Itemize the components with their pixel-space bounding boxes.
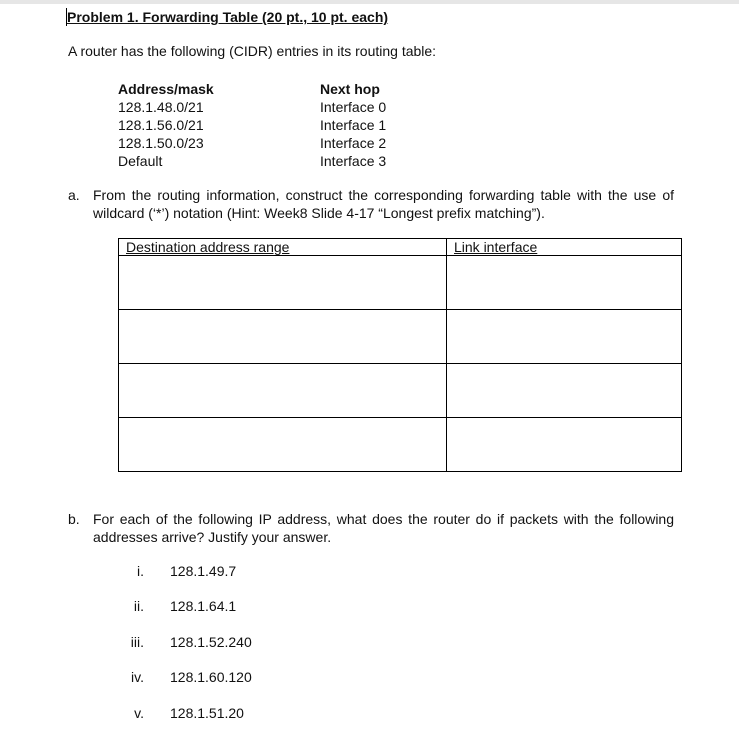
route-next-hop: Interface 2 — [320, 135, 387, 151]
table-row — [118, 152, 386, 170]
table-row — [118, 98, 386, 116]
link-interface-cell[interactable] — [447, 256, 682, 310]
table-row — [118, 134, 386, 152]
ip-address: 128.1.64.1 — [170, 598, 237, 614]
destination-range-cell[interactable] — [119, 418, 447, 472]
destination-range-cell[interactable] — [119, 310, 447, 364]
next-hop-header: Next hop — [320, 81, 380, 97]
page-top-border — [0, 0, 739, 4]
question-a-label: a. — [68, 187, 80, 203]
intro-text: A router has the following (CIDR) entries in its routing table: — [68, 43, 437, 59]
ip-address: 128.1.51.20 — [170, 705, 244, 721]
route-address: 128.1.56.0/21 — [118, 117, 204, 133]
address-mask-header: Address/mask — [118, 81, 214, 97]
forwarding-table — [118, 238, 682, 472]
question-a-text: From the routing information, construct the corresponding forwarding table with the use of wildcard (‘*’) notation (Hint: Week8 Slide 4-17 “Longest prefix matching”). — [93, 187, 674, 221]
route-next-hop: Interface 1 — [320, 117, 387, 133]
route-address: 128.1.48.0/21 — [118, 99, 204, 115]
ip-numeral: i. — [137, 563, 144, 579]
table-row — [119, 310, 682, 364]
ip-numeral: iv. — [131, 669, 144, 685]
question-b-text: For each of the following IP address, what does the router do if packets with the following addresses arrive? Justify your answer. — [93, 511, 674, 545]
table-row — [119, 364, 682, 418]
question-b — [68, 510, 674, 546]
ip-address: 128.1.49.7 — [170, 563, 237, 579]
destination-range-cell[interactable] — [119, 256, 447, 310]
table-row — [118, 116, 386, 134]
routing-table-header — [118, 80, 386, 98]
ip-address: 128.1.60.120 — [170, 669, 252, 685]
forwarding-table-header — [119, 239, 682, 256]
link-interface-cell[interactable] — [447, 310, 682, 364]
destination-range-cell[interactable] — [119, 364, 447, 418]
ip-numeral: v. — [134, 705, 144, 721]
question-b-label: b. — [68, 511, 80, 527]
link-interface-cell[interactable] — [447, 364, 682, 418]
table-row — [119, 256, 682, 310]
table-row — [119, 418, 682, 472]
link-interface-header: Link interface — [447, 239, 682, 256]
route-next-hop: Interface 0 — [320, 99, 387, 115]
destination-range-header: Destination address range — [119, 239, 447, 256]
route-address: Default — [118, 153, 163, 169]
question-a — [68, 186, 674, 222]
route-address: 128.1.50.0/23 — [118, 135, 204, 151]
link-interface-cell[interactable] — [447, 418, 682, 472]
ip-address: 128.1.52.240 — [170, 634, 252, 650]
problem-title: Problem 1. Forwarding Table (20 pt., 10 pt. each) — [67, 9, 389, 25]
ip-numeral: ii. — [133, 598, 144, 614]
route-next-hop: Interface 3 — [320, 153, 387, 169]
routing-table — [118, 80, 386, 170]
ip-numeral: iii. — [130, 634, 144, 650]
